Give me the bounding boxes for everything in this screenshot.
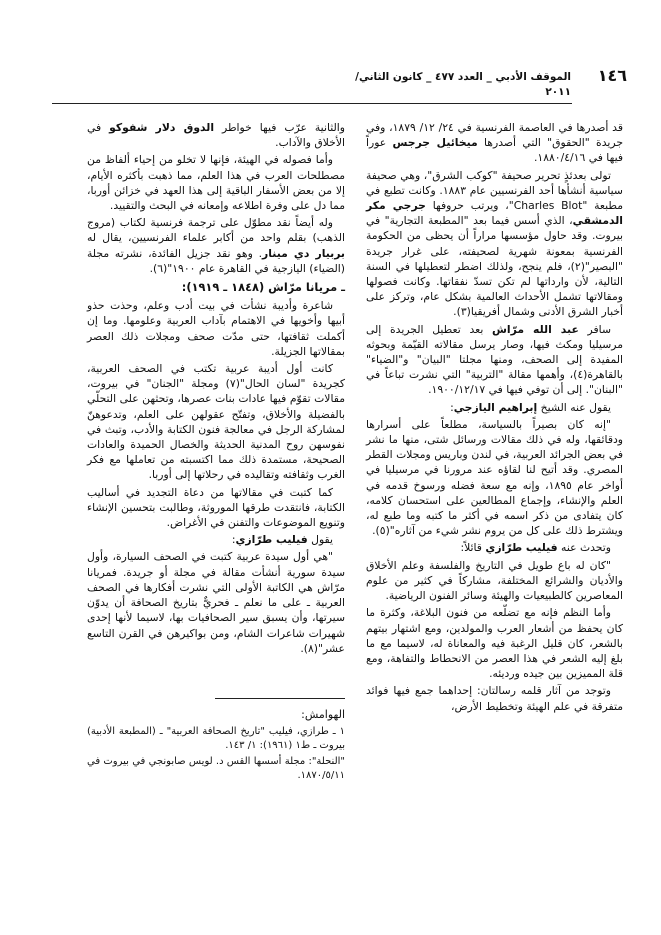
quote-paragraph: "إنه كان بصيراً بالسياسة، مطلعاً على أسرارها ودقائقها، وله في ذلك مقالات ورسائل شتى، منها ما نشر في بعض الجرائد العربية، في لندن وباريس ومجلات القطر المصري. وقد أتيح لنا لقاؤه عند مرورنا في مرسيليا في أواخر عام ١٨٩٥، وإنه مع سعة فضله ورسوخ قدمه في العلم والإنشاء، وإجماع المطالعين على استحسان كلامه، كان يتفادى من ذكر اسمه في أكثر ما كتبه وما طبع له، ويشترط ذلك على كل من يروم نشر شيء من آثاره"(٥). [366,417,623,538]
paragraph [366,540,623,555]
text: يقول عنه الشيخ [540,400,611,414]
quote-paragraph: وأما النظم فإنه مع تضلّعه من فنون البلاغة، وكثرة ما كان يحفظ من أشعار العرب والمولدين، ومع اشتهار بيتهم بالشعر، كان قليل الرغبة فيه والمعاناة له، لاسيما مع ما بلغ إليه الشعر في هذا العصر من الانحطاط والتفاهة، ومع قلة المميزين بين جيده ورديئه. [366,606,623,681]
text: : [231,533,236,547]
journal-header: الموقف الأدبي _ العدد ٤٧٧ _ كانون الثاني/ ٢٠١١ [355,71,571,98]
text: عوراً فيها في ١٨٨٠/٤/١٦. [366,136,623,165]
footnote-divider [215,698,345,699]
left-column [87,120,345,785]
text: : [450,400,454,414]
footnotes-title: الهوامش: [301,707,345,721]
person-name: جرجي مكر الدمشقي [366,199,623,228]
text: يقول [311,533,333,547]
right-column [366,120,623,716]
person-name: الدوق دلار شفوكو [109,121,215,134]
quote-paragraph: "هي أول سيدة عربية كتبت في الصحف السيارة، وأول سيدة سورية أنشأت مقالة في مجلة أو جريدة. فمريانا مرّاش هي الكاتبة الأولى التي نشرت أفكارها في الصحف العربية ـ على ما نعلم ـ فحريٌّ بتاريخ الصحافة أن يدوّن سيرتها، وأن يسبق سير الصحافيات بها، لاسيما لأنها إحدى شهيرات شاعرات الشام، ومن بواكيرهن في القرن التاسع عشر"(٨). [87,550,345,655]
text: وتحدث عنه [561,541,611,555]
person-name: بربيار دي مينار [262,246,345,260]
quote-paragraph: وأما فصوله في الهيئة، فإنها لا تخلو من إحياء ألفاظ من مصطلحات العرب في هذا العلم، مما ذهبت بأكثره الأيام، إلا من بعض الأسفار الباقية إلى هذا العهد في خزائن أوربا، مما دل على وفرة اطلاعه وإمعانه في البحث والتقييد. [87,153,345,213]
text: ، الذي أسس فيما بعد "المطبعة التجارية" في بيروت. وقد حاول مؤسسها مراراً أن يحظى من الحكومة الفرنسية بمعونة شهرية لصحيفته، على غرار جريدة "البصير"(٢)، فلم ينجح، ولذلك اضطر لتعطيلها في السنة التالية، لأن وارداتها لم تكن تسدّ نفقاتها. وكانت فصولها ومقالاتها تشمل الأحداث العالمية بشكل عام، وتركز على أخبار الشرق الأدنى وشمال أفريقيا(٣). [366,214,623,319]
header-divider [52,103,572,104]
paragraph: شاعرة وأديبة نشأت في بيت أدب وعلم، وحذت حذو أبيها وأخويها في الاهتمام بآداب العربية وعلومها. وما إن أكملت ثقافتها، حتى مدّت صحف ومجلات ذلك العصر بمقالاتها الجزيلة. [87,299,345,358]
text: والثانية عرّب فيها خواطر [222,121,345,134]
page-number: ١٤٦ [597,66,627,85]
text: قد أصدرها في العاصمة الفرنسية في ٢٤/ ١٢/ ١٨٧٩، وفي جريدة "الحقوق" التي أصدرها [366,121,624,150]
quote-paragraph [87,215,345,276]
text: في الأخلاق والآداب. [87,121,345,150]
person-name: فيليب طرّازي [485,541,558,555]
paragraph [366,400,623,415]
quote-paragraph: وتوجد من آثار قلمه رسالتان: إحداهما جمع فيها فوائد متفرقة في علم الهيئة وتخطيط الأرض، [366,684,623,713]
quote-paragraph: "كان له باع طويل في التاريخ والفلسفة وعلم الأخلاق والأديان والشرائع المختلفة، مشاركاً في كثير من علوم المعاصرين كالطبيعيات والهيئة وسائر الفنون الرياضية. [366,558,623,603]
paragraph [87,120,345,150]
paragraph: كما كتبت في مقالاتها من دعاة التجديد في أساليب الكتابة، فانتقدت طرقها الموروثة، وطالبت بتحسين الإنشاء وتنويع الموضوعات والتفنن في الأغراض. [87,485,345,530]
paragraph: كانت أول أديبة عربية تكتب في الصحف العربية، كجريدة "لسان الحال"(٧) ومجلة "الجنان" في بيروت، مقالات تقوّم فيها عادات بنات عصرها، وتحثهن على التحلّي بالفضيلة والأخلاق، وتفتّح عقولهن على العلم، وتدعوهنّ لمشاركة الرجل في معالجة فنون الكتابة والأدب، وتبث في نفوسهن روح المدنية الحديثة والخصال الحميدة والعادات الصحيحة، مستمدة ذلك مما اكتسبته من تعاملها مع فكر الغرب وثقافته وتقاليده في رحلاتها إلى أوربا. [87,362,345,482]
text: سافر [587,322,611,336]
text: تولى بعدئذٍ تحرير صحيفة "كوكب الشرق"، وهي صحيفة سياسية أنشأها أحد الفرنسيين عام ١٨٨٣. وكانت تطبع في مطبعة "Charles Blot"، ويرتب حروفها [366,168,624,213]
paragraph [87,532,345,547]
footnote: ١ ـ طرازي، فيليب "تاريخ الصحافة العربية" ـ (المطبعة الأدبية) بيروت ـ ط١ (١٩٦١): ١/ ١٤٣. [87,726,345,752]
footnote: "النحلة": مجلة أسسها القس د. لويس صابونجي في بيروت في ١٨٧٠/٥/١١. [87,756,345,782]
text: بعد تعطيل الجريدة إلى مرسيليا ومكث فيها، وصار يرسل مقالاته القيّمة وبحوثه المفيدة إلى الصحف، ومنها مجلتا "البيان" و"الضياء" بالقاهرة(٤)، وأهمها مقالة "التربية" التي نشرت تباعاً في "البنان". إلى أن توفي فيها في ١٩٠٠/١٢/١٧. [366,322,623,397]
person-name: فيليب طرّازي [235,533,308,547]
text: قائلاً: [460,541,482,555]
person-name: إبراهيم اليازجي [453,400,538,414]
person-name: ميخائيل جرجس [392,136,478,150]
paragraph [366,168,623,320]
text: . وهو نقد جزيل الفائدة، نشرته مجلة (الضياء) اليازجية في القاهرة عام ١٩٠٠"(٦). [87,246,345,275]
paragraph [366,322,623,398]
person-name: عبد الله مرّاش [492,322,579,336]
section-heading: ـ مريانا مرّاش (١٨٤٨ ـ ١٩١٩): [181,280,345,295]
paragraph [366,120,623,166]
text: وله أيضاً نقد مطوّل على ترجمة فرنسية لكتاب (مروج الذهب) بقلم واحد من أكابر علماء الفرنسيين، يقال له [87,216,345,245]
